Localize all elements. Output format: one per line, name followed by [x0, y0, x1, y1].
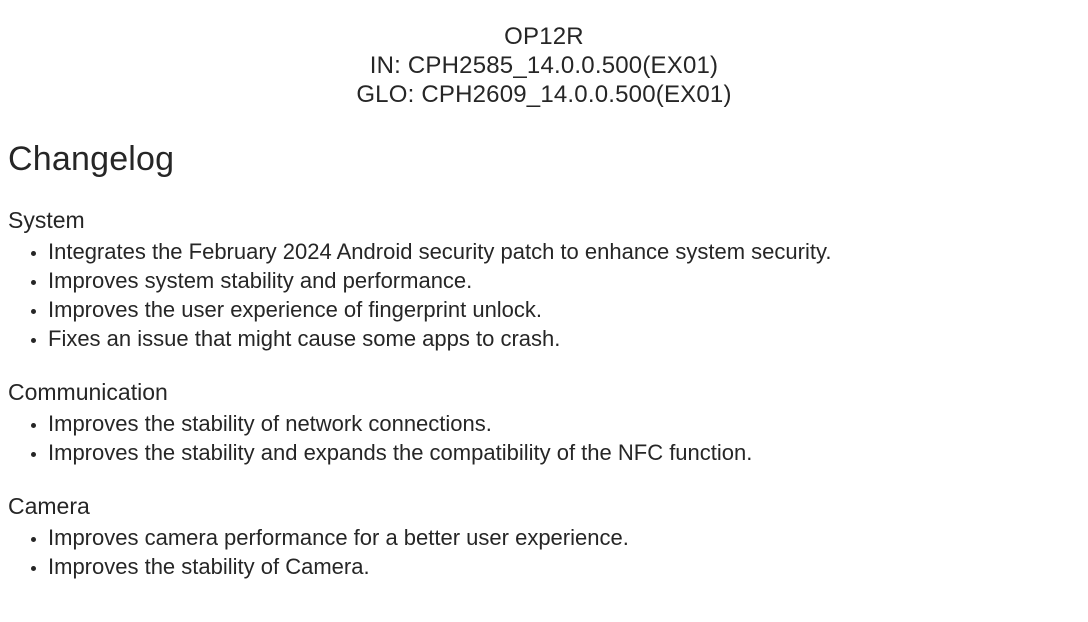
list-item: • Improves the stability of network connections.: [48, 409, 1088, 438]
list-item: • Integrates the February 2024 Android security patch to enhance system security.: [48, 237, 1088, 266]
section-system: [0, 207, 1088, 353]
list-item: • Improves the stability of Camera.: [48, 552, 1088, 581]
section-item-list: [0, 409, 1088, 467]
build-title: OP12R: [504, 23, 584, 50]
section-camera: [0, 493, 1088, 581]
section-item-list: [0, 237, 1088, 353]
list-item: • Improves camera performance for a better user experience.: [48, 523, 1088, 552]
section-item-list: [0, 523, 1088, 581]
build-line-glo: GLO: CPH2609_14.0.0.500(EX01): [356, 81, 732, 108]
section-title: Camera: [8, 493, 90, 519]
list-item: • Improves the user experience of fingerprint unlock.: [48, 295, 1088, 324]
section-title: Communication: [8, 379, 168, 405]
list-item: • Improves system stability and performance.: [48, 266, 1088, 295]
page-title: Changelog: [8, 140, 175, 178]
section-title: System: [8, 207, 85, 233]
build-line-in: IN: CPH2585_14.0.0.500(EX01): [369, 52, 719, 79]
section-communication: [0, 379, 1088, 467]
list-item: • Improves the stability and expands the compatibility of the NFC function.: [48, 438, 1088, 467]
list-item: • Fixes an issue that might cause some apps to crash.: [48, 324, 1088, 353]
build-header: [0, 0, 1088, 109]
